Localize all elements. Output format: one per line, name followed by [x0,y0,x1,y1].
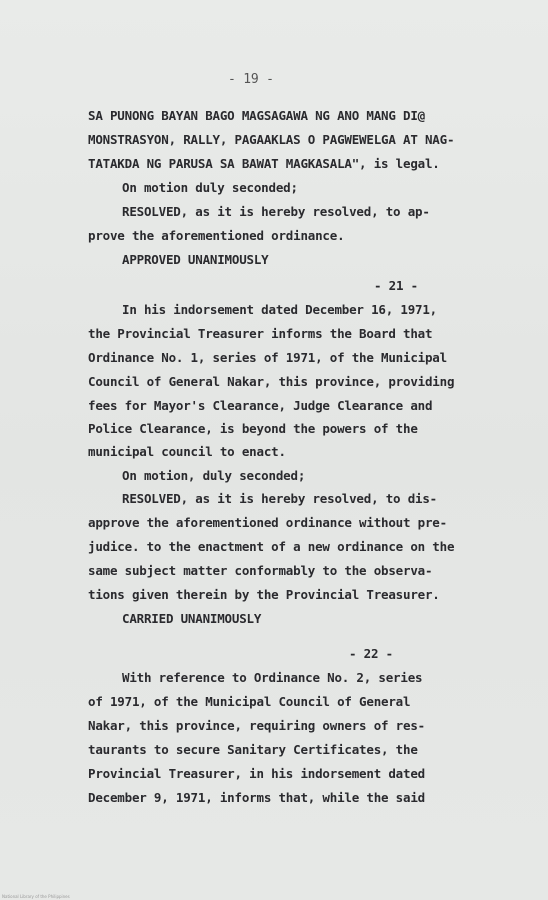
text-line: of 1971, of the Municipal Council of General [88,694,411,709]
text-line: Ordinance No. 1, series of 1971, of the Municipal [88,350,447,365]
text-line: Council of General Nakar, this province, providing [88,374,455,389]
text-line: RESOLVED, as it is hereby resolved, to dis- [122,491,438,506]
text-line: the Provincial Treasurer informs the Board that [88,326,433,341]
text-line: TATAKDA NG PARUSA SA BAWAT MAGKASALA", is legal. [88,156,440,171]
text-line: SA PUNONG BAYAN BAGO MAGSAGAWA NG ANO MANG DI@ [88,108,425,123]
section-number: - 22 - [349,646,393,661]
text-line: Provincial Treasurer, in his indorsement dated [88,766,425,781]
text-line: judice. to the enactment of a new ordinance on the [88,539,455,554]
text-line: approve the aforementioned ordinance without pre- [88,515,447,530]
text-line: On motion duly seconded; [122,180,298,195]
text-line: municipal council to enact. [88,444,286,459]
text-line: With reference to Ordinance No. 2, series [122,670,423,685]
text-line: December 9, 1971, informs that, while the said [88,790,425,805]
text-line: On motion, duly seconded; [122,468,306,483]
text-line: Nakar, this province, requiring owners of res- [88,718,425,733]
text-line: APPROVED UNANIMOUSLY [122,252,269,267]
section-number: - 21 - [374,278,418,293]
text-line: In his indorsement dated December 16, 1971, [122,302,438,317]
text-line: taurants to secure Sanitary Certificates, the [88,742,418,757]
text-line: MONSTRASYON, RALLY, PAGAAKLAS O PAGWEWELGA AT NAG- [88,132,455,147]
footer-credit: National Library of the Philippines [2,894,70,899]
text-line: prove the aforementioned ordinance. [88,228,345,243]
text-line: same subject matter conformably to the observa- [88,563,433,578]
text-line: RESOLVED, as it is hereby resolved, to ap- [122,204,430,219]
page-number: - 19 - [228,72,274,87]
text-line: tions given therein by the Provincial Treasurer. [88,587,440,602]
text-line: fees for Mayor's Clearance, Judge Clearance and [88,398,433,413]
text-line: Police Clearance, is beyond the powers of the [88,421,418,436]
text-line: CARRIED UNANIMOUSLY [122,611,262,626]
